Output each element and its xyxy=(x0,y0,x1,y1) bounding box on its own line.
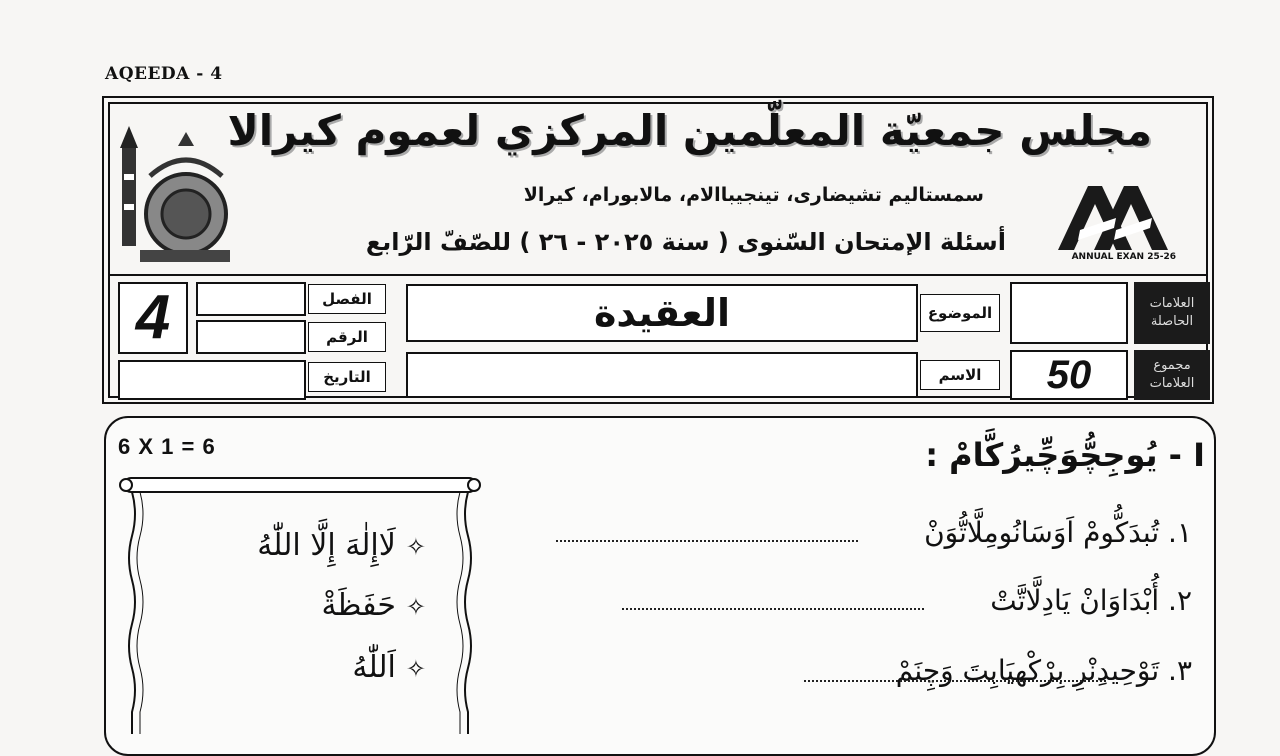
obtained-marks-label: العلامات الحاصلة xyxy=(1134,282,1210,344)
answer-blank-3[interactable] xyxy=(804,680,1106,682)
name-label: الاسم xyxy=(920,360,1000,390)
number-label: الرقم xyxy=(308,322,386,352)
total-marks-label: مجموع العلامات xyxy=(1134,350,1210,400)
date-field[interactable] xyxy=(118,360,306,400)
option-text: لَاإِلٰهَ إِلَّا اللّٰهُ xyxy=(257,528,396,563)
answer-blank-1[interactable] xyxy=(556,540,858,542)
number-field[interactable] xyxy=(196,320,306,354)
organization-address: سمستاليم تشيضارى، تينجيباالام، مالابورام، كيرالا xyxy=(523,184,984,206)
subject-label: الموضوع xyxy=(920,294,1000,332)
marks-allocation: 6 X 1 = 6 xyxy=(118,434,216,459)
date-label: التاريخ xyxy=(308,362,386,392)
diamond-bullet-icon: ✧ xyxy=(405,533,426,561)
option-item xyxy=(321,588,426,623)
scroll-options-panel xyxy=(118,474,482,734)
subject-value: العقيدة xyxy=(594,291,730,335)
name-field[interactable] xyxy=(406,352,918,398)
header-inner-border xyxy=(108,102,1208,398)
question-item-1: ١. تُبدَكُّومْ اَوَسَانُومِلَّاتُّوَنْ xyxy=(924,516,1192,549)
grade-box xyxy=(118,282,188,354)
exam-title: أسئلة الإمتحان السّنوى ( سنة ٢٠٢٥ - ٢٦ ) للصّفّ الرّابع xyxy=(365,228,1006,256)
option-text: حَفَظَةْ xyxy=(321,588,396,623)
class-label: الفصل xyxy=(308,284,386,314)
organization-title: مجلس جمعيّة المعلّمين المركزي لعموم كيرالا xyxy=(227,106,1152,155)
option-item xyxy=(257,528,426,563)
paper-code: AQEEDA - 4 xyxy=(105,64,223,84)
question-item-2: ٢. أُبْدَاوَانْ يَادِلَّاتَّتْ xyxy=(990,584,1192,617)
option-text: اَللّٰهُ xyxy=(352,650,396,685)
obtained-marks-field[interactable] xyxy=(1010,282,1128,344)
grade-number: 4 xyxy=(135,283,171,352)
total-marks-box xyxy=(1010,350,1128,400)
question-heading: I - يُوجِچُّوَچِّيرُكَّامْ : xyxy=(925,436,1205,474)
header-frame xyxy=(102,96,1214,404)
mosque-logo-icon xyxy=(120,124,230,264)
option-item xyxy=(352,650,426,685)
total-marks-value: 50 xyxy=(1046,352,1092,397)
diamond-bullet-icon: ✧ xyxy=(405,593,426,621)
annual-exam-caption: ANNUAL EXAN 25-26 xyxy=(1071,252,1176,262)
subject-field xyxy=(406,284,918,342)
header-divider xyxy=(110,274,1206,276)
diamond-bullet-icon: ✧ xyxy=(405,655,426,683)
answer-blank-2[interactable] xyxy=(622,608,924,610)
class-field[interactable] xyxy=(196,282,306,316)
question-item-3: ٣. تَوْحِيدِنْرِ بِرْكْهيَابِتَ وَچِنَمْ xyxy=(895,654,1192,687)
